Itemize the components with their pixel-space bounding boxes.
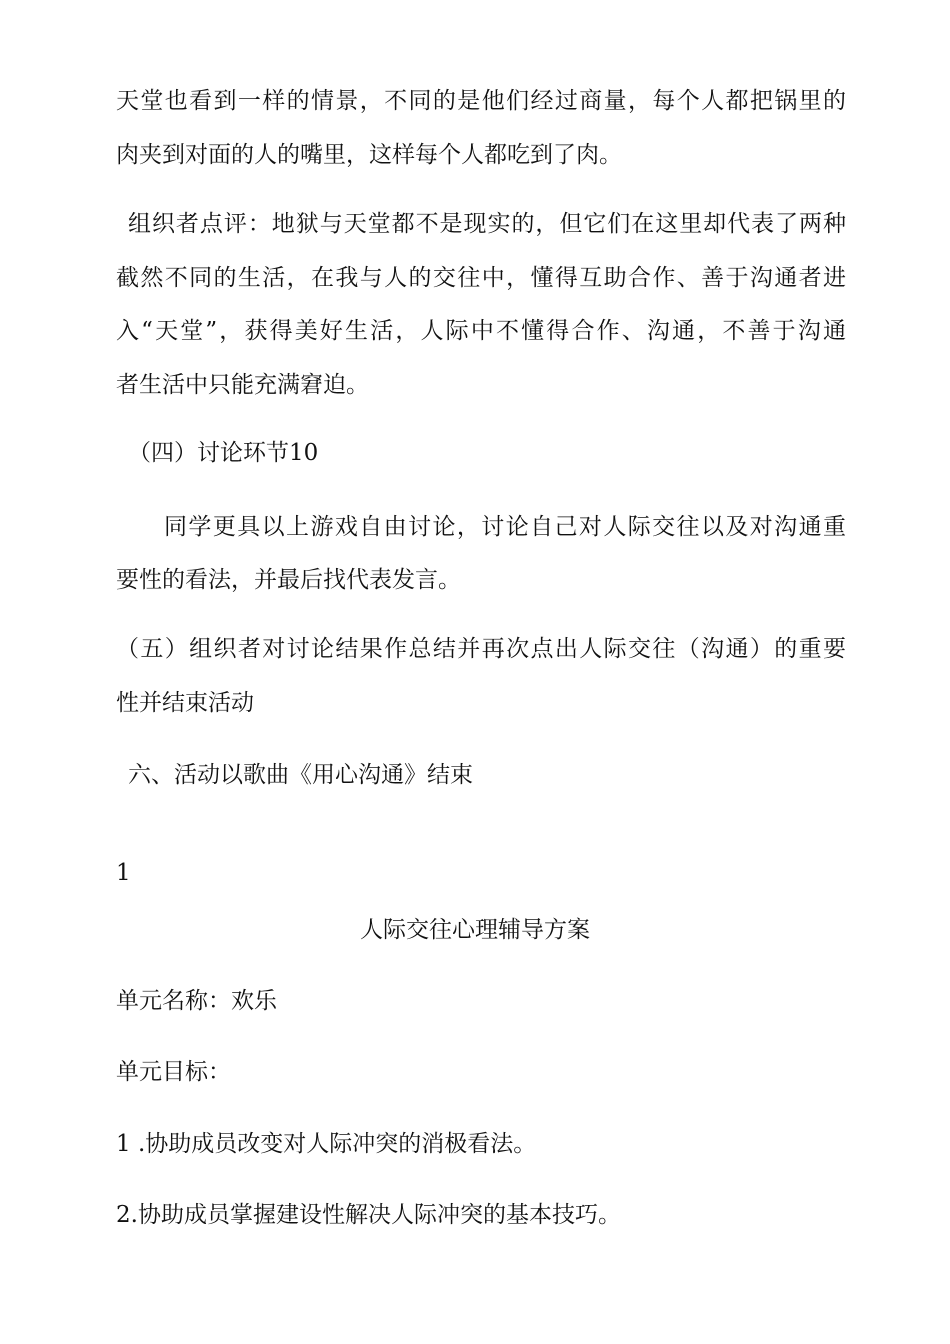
unit-name: 单元名称：欢乐 — [116, 988, 277, 1014]
section-heading: （四）讨论环节10 — [128, 440, 319, 466]
section-heading: 性并结束活动 — [116, 690, 254, 716]
paragraph-line: 同学更具以上游戏自由讨论，讨论自己对人际交往以及对沟通重 — [164, 514, 846, 540]
paragraph-line: 者生活中只能充满窘迫。 — [116, 372, 369, 398]
paragraph-line: 要性的看法，并最后找代表发言。 — [116, 567, 461, 593]
section-heading: （五）组织者对讨论结果作总结并再次点出人际交往（沟通）的重要 — [116, 636, 846, 662]
paragraph-line: 肉夹到对面的人的嘴里，这样每个人都吃到了肉。 — [116, 142, 622, 168]
section-heading: 六、活动以歌曲《用心沟通》结束 — [128, 762, 473, 788]
paragraph-line: 组织者点评：地狱与天堂都不是现实的，但它们在这里却代表了两种 — [128, 211, 846, 237]
paragraph-line: 截然不同的生活，在我与人的交往中，懂得互助合作、善于沟通者进 — [116, 265, 846, 291]
unit-goal-label: 单元目标： — [116, 1059, 231, 1085]
paragraph-line: 入“天堂”，获得美好生活，人际中不懂得合作、沟通，不善于沟通 — [116, 318, 846, 344]
page-number: 1 — [116, 860, 131, 886]
paragraph-line: 天堂也看到一样的情景，不同的是他们经过商量，每个人都把锅里的 — [116, 88, 846, 114]
document-title: 人际交往心理辅导方案 — [360, 917, 590, 943]
goal-item: 2.协助成员掌握建设性解决人际冲突的基本技巧。 — [116, 1202, 621, 1228]
goal-item: 1 .协助成员改变对人际冲突的消极看法。 — [116, 1131, 537, 1157]
